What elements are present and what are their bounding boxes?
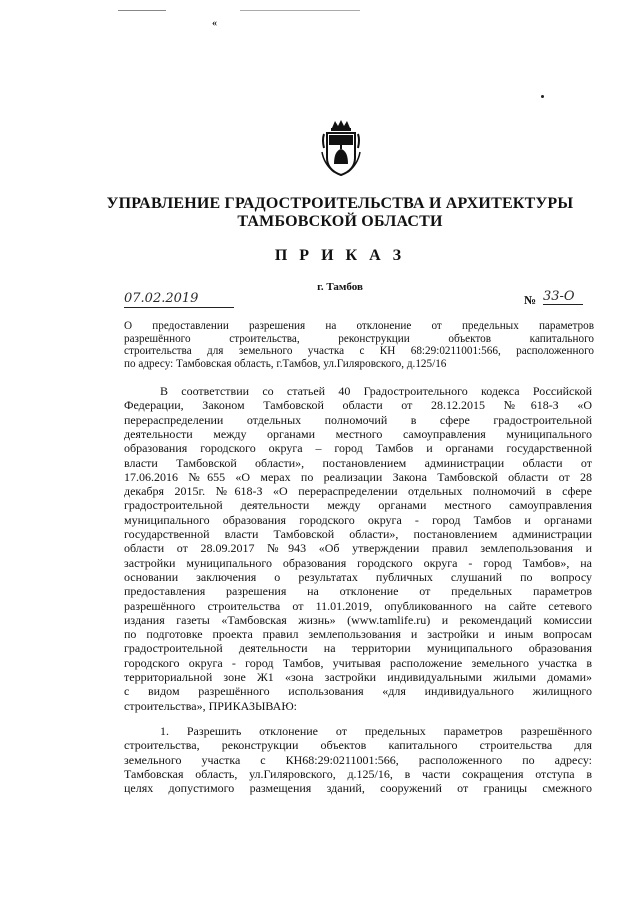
subject-line: разрешённого строительства, реконструкции объектов капитального <box>124 332 594 345</box>
body-line: области от 28.09.2017 №943 «Об утверждении правил землепользования и <box>124 541 592 556</box>
body-line: государственной власти Тамбовской области», постановлением администрации <box>124 527 592 541</box>
body-line: В соответствии со статьей 40 Градостроительного кодекса Российской <box>160 384 592 398</box>
order-date: 07.02.2019 <box>124 291 234 308</box>
body-line: разрешённого строительства от 11.01.2019, опубликованного на сайте сетевого <box>124 598 592 613</box>
corner-mark: « <box>212 18 217 29</box>
body-line: с видом разрешённого использования «для индивидуального жилищного <box>124 684 592 699</box>
body-line: муниципального образования городского округа - город Тамбов и органами <box>124 512 592 527</box>
body-line: строительства», ПРИКАЗЫВАЮ: <box>124 698 298 713</box>
organization-name-line2: ТАМБОВСКОЙ ОБЛАСТИ <box>237 213 443 230</box>
item1-line: 1. Разрешить отклонение от предельных параметров разрешённого <box>160 724 592 738</box>
body-line: 17.06.2016 №655 «О мерах по реализации Закона Тамбовской области от 28 <box>124 469 592 484</box>
body-line: градостроительной деятельности между органами местного самоуправления <box>124 498 592 513</box>
body-line: городского округа - город Тамбов, учитывая расположение земельного участка в <box>124 655 592 670</box>
scan-dot <box>541 95 544 98</box>
body-line: образования городского округа – город Тамбов и органами государственной <box>124 441 592 456</box>
subject-line: по адресу: Тамбовская область, г.Тамбов, ул.Гиляровского, д.125/16 <box>124 357 447 370</box>
order-number-label: № <box>524 293 537 307</box>
body-line: основании заключения о результатах публичных слушаний по вопросу <box>124 569 592 584</box>
order-number: 33-О <box>543 289 583 305</box>
body-line: предоставления разрешения на отклонение от предельных параметров <box>124 584 592 599</box>
body-line: Федерации, Законом Тамбовской области от 28.12.2015 №618-З «О <box>124 398 592 413</box>
city-label: г. Тамбов <box>317 281 363 293</box>
scan-artifact <box>240 10 360 11</box>
body-line: застройки муниципального образования городского округа - город Тамбов», на <box>124 555 592 570</box>
body-line: издания газеты «Тамбовская жизнь» (www.tamlife.ru) и рекомендаций комиссии <box>124 612 592 627</box>
item1-line: земельного участка с КН68:29:0211001:566, расположенного по адресу: <box>124 752 592 767</box>
body-line: деятельности между органами местного самоуправления муниципального <box>124 426 592 441</box>
item1-line: строительства, реконструкции объектов капитального строительства для <box>124 738 592 753</box>
subject-line: О предоставлении разрешения на отклонение от предельных параметров <box>124 320 594 332</box>
body-line: власти Тамбовской области», постановлением администрации области от <box>124 455 592 470</box>
item1-line: целях допустимого размещения зданий, сооружений от границы смежного <box>124 781 592 796</box>
body-line: территориальной зоне Ж1 «зона застройки индивидуальными жилыми домами» <box>124 670 592 684</box>
tambov-coat-of-arms-icon <box>318 118 364 178</box>
body-line: по подготовке проекта правил землепользования и застройки и иным вопросам <box>124 627 592 642</box>
document-title: П Р И К А З <box>274 247 406 264</box>
scan-artifact <box>118 10 166 11</box>
body-line: перераспределении отдельных полномочий в сфере градостроительной <box>124 412 592 427</box>
item1-line: Тамбовская область, ул.Гиляровского, д.125/16, в части сокращения отступа в <box>124 766 592 781</box>
body-line: градостроительной деятельности на территории муниципального образования <box>124 641 592 656</box>
organization-name-line1: УПРАВЛЕНИЕ ГРАДОСТРОИТЕЛЬСТВА И АРХИТЕКТУРЫ <box>106 195 574 212</box>
body-line: декабря 2015г. №618-З «О перераспределении отдельных полномочий в сфере <box>124 484 592 499</box>
subject-line: строительства для земельного участка с КН 68:29:0211001:566, расположенного <box>124 345 594 358</box>
